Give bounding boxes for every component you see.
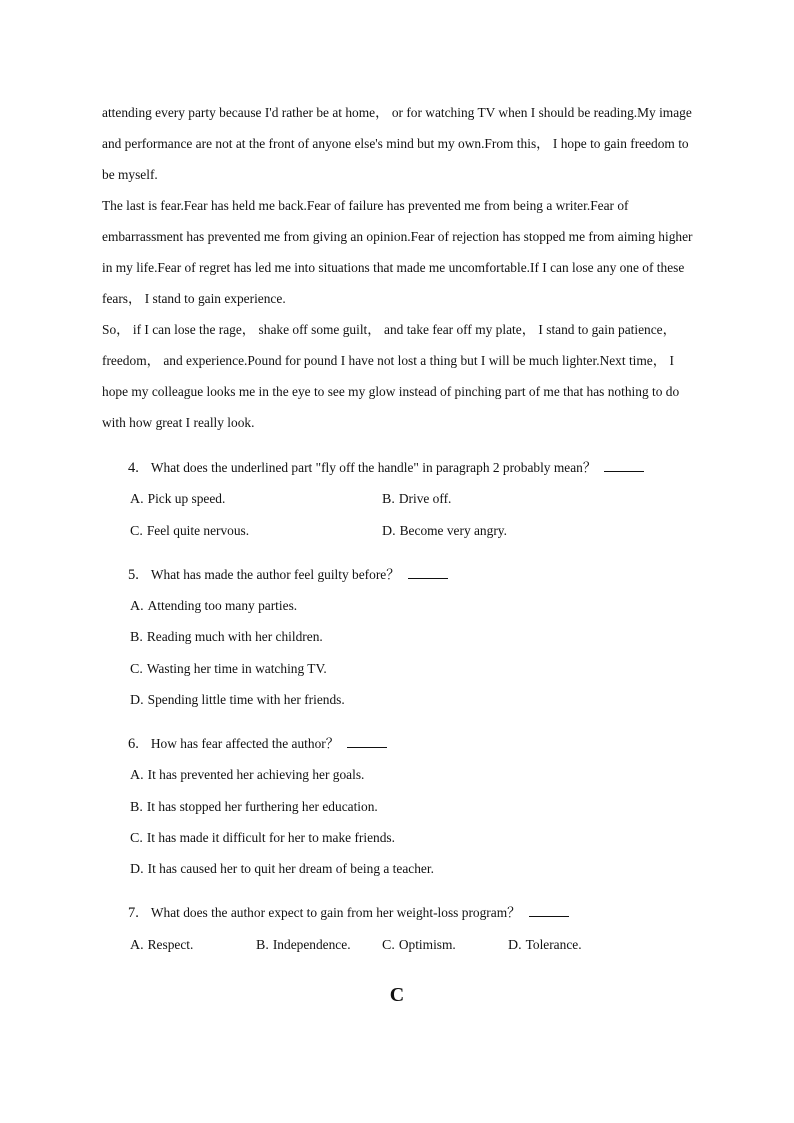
question-5-stem	[128, 565, 448, 585]
passage-paragraph: So， if I can lose the rage， shake off some guilt， and take fear off my plate， I stand to gain patience， freedom， and experience.Pound for pound I have not lost a thing but I will be much lighter.Next time， I hope my colleague looks me in the eye to see my glow instead of pinching part of me that has nothing to do with how great I really look.	[102, 322, 680, 430]
passage-paragraph: attending every party because I'd rather be at home， or for watching TV when I should be reading.My image and performance are not at the front of anyone else's mind but my own.From this， I hope to gain freedom to be myself.	[102, 105, 692, 182]
question-text: What has made the author feel guilty before？	[150, 567, 400, 582]
question-7-stem	[128, 903, 569, 923]
answer-blank[interactable]	[604, 459, 644, 472]
option-7c[interactable]: C. Optimism.	[382, 937, 456, 953]
option-6a[interactable]: A. It has prevented her achieving her goals.	[130, 767, 365, 783]
passage-paragraph: The last is fear.Fear has held me back.Fear of failure has prevented me from being a writer.Fear of embarrassment has prevented me from giving an opinion.Fear of rejection has stopped me from aiming higher in my life.Fear of regret has led me into situations that made me uncomfortable.If I can lose any one of these fears， I stand to gain experience.	[102, 198, 693, 306]
option-6b[interactable]: B. It has stopped her furthering her education.	[130, 799, 378, 815]
reading-passage	[102, 97, 694, 438]
option-4a[interactable]: A. Pick up speed.	[130, 491, 226, 507]
option-4d[interactable]: D. Become very angry.	[382, 523, 507, 539]
question-text: What does the underlined part "fly off the handle" in paragraph 2 probably mean？	[150, 460, 597, 475]
option-5b[interactable]: B. Reading much with her children.	[130, 629, 323, 645]
option-7d[interactable]: D. Tolerance.	[508, 937, 582, 953]
section-heading: C	[389, 984, 405, 1006]
option-7a[interactable]: A. Respect.	[130, 937, 194, 953]
option-6d[interactable]: D. It has caused her to quit her dream of being a teacher.	[130, 861, 434, 877]
option-5a[interactable]: A. Attending too many parties.	[130, 598, 298, 614]
question-number: 4.	[128, 460, 139, 476]
question-number: 5.	[128, 567, 139, 583]
question-number: 7.	[128, 905, 139, 921]
option-5c[interactable]: C. Wasting her time in watching TV.	[130, 661, 327, 677]
answer-blank[interactable]	[529, 904, 569, 917]
option-6c[interactable]: C. It has made it difficult for her to make friends.	[130, 830, 395, 846]
question-text: How has fear affected the author？	[150, 736, 340, 751]
question-4-stem	[128, 458, 644, 478]
option-7b[interactable]: B. Independence.	[256, 937, 351, 953]
option-4b[interactable]: B. Drive off.	[382, 491, 452, 507]
answer-blank[interactable]	[408, 566, 448, 579]
answer-blank[interactable]	[347, 735, 387, 748]
question-text: What does the author expect to gain from her weight-loss program？	[150, 905, 521, 920]
option-5d[interactable]: D. Spending little time with her friends.	[130, 692, 345, 708]
question-6-stem	[128, 734, 387, 754]
question-number: 6.	[128, 736, 139, 752]
option-4c[interactable]: C. Feel quite nervous.	[130, 523, 250, 539]
